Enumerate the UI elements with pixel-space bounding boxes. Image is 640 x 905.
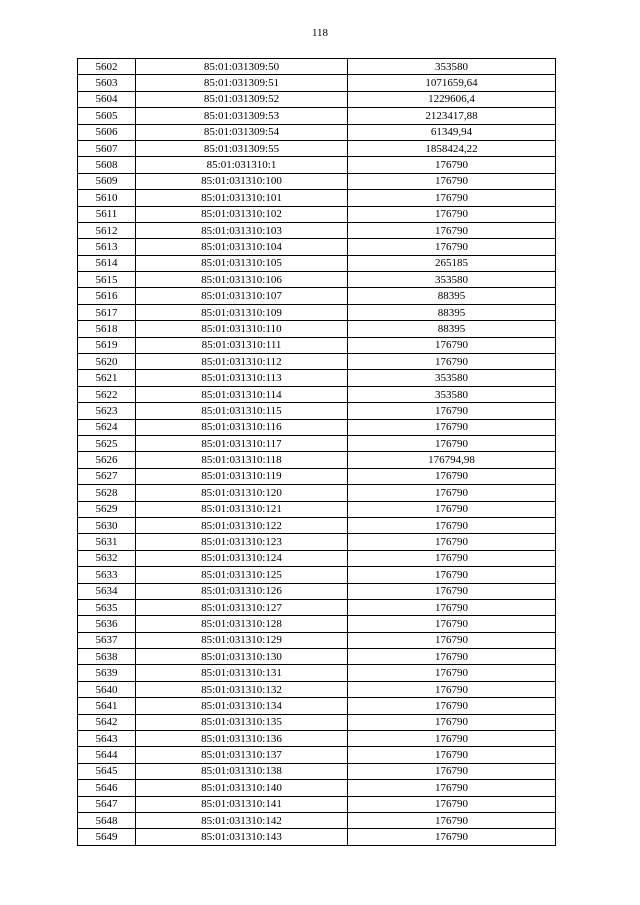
table-row (78, 337, 556, 353)
row-number-cell: 5628 (78, 485, 136, 501)
row-number-cell: 5623 (78, 403, 136, 419)
cadastral-value-cell: 176790 (348, 796, 556, 812)
row-number-cell: 5618 (78, 321, 136, 337)
cadastral-value-cell: 176790 (348, 468, 556, 484)
cadastral-value-cell: 176790 (348, 222, 556, 238)
cadastral-value-cell: 61349,94 (348, 124, 556, 140)
row-number-cell: 5602 (78, 59, 136, 75)
row-number-cell: 5629 (78, 501, 136, 517)
row-number-cell: 5610 (78, 190, 136, 206)
row-number-cell: 5614 (78, 255, 136, 271)
cadastral-number-cell: 85:01:031310:115 (136, 403, 348, 419)
row-number-cell: 5644 (78, 747, 136, 763)
cadastral-value-cell: 176790 (348, 714, 556, 730)
row-number-cell: 5630 (78, 517, 136, 533)
cadastral-value-cell: 176790 (348, 403, 556, 419)
table-row (78, 124, 556, 140)
cadastral-value-cell: 176794,98 (348, 452, 556, 468)
row-number-cell: 5619 (78, 337, 136, 353)
table-row (78, 812, 556, 828)
row-number-cell: 5609 (78, 173, 136, 189)
cadastral-value-cell: 176790 (348, 649, 556, 665)
cadastral-value-cell: 176790 (348, 829, 556, 845)
cadastral-value-cell: 176790 (348, 599, 556, 615)
row-number-cell: 5608 (78, 157, 136, 173)
table-row (78, 403, 556, 419)
cadastral-number-cell: 85:01:031310:142 (136, 812, 348, 828)
table-row (78, 452, 556, 468)
row-number-cell: 5641 (78, 698, 136, 714)
cadastral-value-cell: 2123417,88 (348, 108, 556, 124)
cadastral-value-cell: 176790 (348, 681, 556, 697)
cadastral-value-cell: 176790 (348, 517, 556, 533)
table-row (78, 91, 556, 107)
cadastral-number-cell: 85:01:031310:140 (136, 780, 348, 796)
cadastral-number-cell: 85:01:031310:1 (136, 157, 348, 173)
row-number-cell: 5624 (78, 419, 136, 435)
table-row (78, 59, 556, 75)
cadastral-value-cell: 176790 (348, 567, 556, 583)
row-number-cell: 5621 (78, 370, 136, 386)
cadastral-number-cell: 85:01:031310:117 (136, 435, 348, 451)
cadastral-number-cell: 85:01:031310:130 (136, 649, 348, 665)
cadastral-number-cell: 85:01:031310:106 (136, 272, 348, 288)
cadastral-value-cell: 265185 (348, 255, 556, 271)
row-number-cell: 5647 (78, 796, 136, 812)
table-row (78, 829, 556, 845)
table-row (78, 370, 556, 386)
table-row (78, 681, 556, 697)
table-row (78, 567, 556, 583)
cadastral-number-cell: 85:01:031310:111 (136, 337, 348, 353)
row-number-cell: 5638 (78, 649, 136, 665)
row-number-cell: 5625 (78, 435, 136, 451)
row-number-cell: 5626 (78, 452, 136, 468)
table-row (78, 173, 556, 189)
row-number-cell: 5603 (78, 75, 136, 91)
table-row (78, 763, 556, 779)
cadastral-value-cell: 176790 (348, 419, 556, 435)
cadastral-number-cell: 85:01:031310:129 (136, 632, 348, 648)
cadastral-value-cell: 176790 (348, 337, 556, 353)
row-number-cell: 5613 (78, 239, 136, 255)
cadastral-value-cell: 1229606,4 (348, 91, 556, 107)
table-row (78, 157, 556, 173)
cadastral-number-cell: 85:01:031310:103 (136, 222, 348, 238)
cadastral-value-cell: 176790 (348, 173, 556, 189)
table-row (78, 140, 556, 156)
cadastral-value-cell: 88395 (348, 321, 556, 337)
cadastral-number-cell: 85:01:031310:107 (136, 288, 348, 304)
cadastral-value-cell: 176790 (348, 780, 556, 796)
table-row (78, 108, 556, 124)
cadastral-number-cell: 85:01:031310:138 (136, 763, 348, 779)
cadastral-number-cell: 85:01:031310:124 (136, 550, 348, 566)
row-number-cell: 5634 (78, 583, 136, 599)
table-row (78, 239, 556, 255)
cadastral-number-cell: 85:01:031310:137 (136, 747, 348, 763)
cadastral-number-cell: 85:01:031310:123 (136, 534, 348, 550)
row-number-cell: 5611 (78, 206, 136, 222)
row-number-cell: 5636 (78, 616, 136, 632)
row-number-cell: 5604 (78, 91, 136, 107)
cadastral-value-cell: 176790 (348, 812, 556, 828)
table-row (78, 534, 556, 550)
table-body (78, 59, 556, 846)
cadastral-number-cell: 85:01:031310:116 (136, 419, 348, 435)
row-number-cell: 5622 (78, 386, 136, 402)
cadastral-value-cell: 176790 (348, 632, 556, 648)
cadastral-value-cell: 176790 (348, 583, 556, 599)
cadastral-number-cell: 85:01:031310:127 (136, 599, 348, 615)
row-number-cell: 5606 (78, 124, 136, 140)
table-row (78, 599, 556, 615)
cadastral-value-cell: 176790 (348, 763, 556, 779)
cadastral-value-cell: 353580 (348, 386, 556, 402)
table-row (78, 649, 556, 665)
table-row (78, 665, 556, 681)
page-number: 118 (311, 27, 329, 39)
cadastral-value-cell: 176790 (348, 747, 556, 763)
cadastral-value-cell: 176790 (348, 239, 556, 255)
table-row (78, 468, 556, 484)
table-row (78, 485, 556, 501)
cadastral-value-cell: 176790 (348, 354, 556, 370)
row-number-cell: 5627 (78, 468, 136, 484)
cadastral-number-cell: 85:01:031310:141 (136, 796, 348, 812)
table-row (78, 435, 556, 451)
cadastral-number-cell: 85:01:031310:121 (136, 501, 348, 517)
cadastral-number-cell: 85:01:031310:112 (136, 354, 348, 370)
cadastral-number-cell: 85:01:031310:131 (136, 665, 348, 681)
cadastral-value-cell: 88395 (348, 288, 556, 304)
row-number-cell: 5633 (78, 567, 136, 583)
cadastral-number-cell: 85:01:031310:128 (136, 616, 348, 632)
cadastral-value-cell: 88395 (348, 304, 556, 320)
cadastral-value-cell: 176790 (348, 435, 556, 451)
cadastral-value-table (77, 58, 556, 846)
table-row (78, 780, 556, 796)
cadastral-value-cell: 353580 (348, 272, 556, 288)
table-row (78, 75, 556, 91)
cadastral-value-cell: 176790 (348, 501, 556, 517)
cadastral-number-cell: 85:01:031310:134 (136, 698, 348, 714)
cadastral-number-cell: 85:01:031310:118 (136, 452, 348, 468)
cadastral-number-cell: 85:01:031309:53 (136, 108, 348, 124)
cadastral-number-cell: 85:01:031310:122 (136, 517, 348, 533)
table-row (78, 222, 556, 238)
cadastral-value-cell: 176790 (348, 698, 556, 714)
cadastral-value-cell: 176790 (348, 731, 556, 747)
cadastral-value-cell: 176790 (348, 157, 556, 173)
row-number-cell: 5620 (78, 354, 136, 370)
row-number-cell: 5631 (78, 534, 136, 550)
cadastral-value-cell: 176790 (348, 206, 556, 222)
cadastral-number-cell: 85:01:031310:110 (136, 321, 348, 337)
row-number-cell: 5646 (78, 780, 136, 796)
cadastral-number-cell: 85:01:031309:51 (136, 75, 348, 91)
table-row (78, 583, 556, 599)
cadastral-number-cell: 85:01:031309:50 (136, 59, 348, 75)
table-row (78, 255, 556, 271)
table-row (78, 632, 556, 648)
row-number-cell: 5617 (78, 304, 136, 320)
cadastral-number-cell: 85:01:031310:114 (136, 386, 348, 402)
row-number-cell: 5643 (78, 731, 136, 747)
table-row (78, 796, 556, 812)
row-number-cell: 5640 (78, 681, 136, 697)
table-row (78, 698, 556, 714)
table-row (78, 288, 556, 304)
table-row (78, 517, 556, 533)
cadastral-number-cell: 85:01:031310:101 (136, 190, 348, 206)
cadastral-value-cell: 176790 (348, 534, 556, 550)
cadastral-number-cell: 85:01:031310:136 (136, 731, 348, 747)
row-number-cell: 5615 (78, 272, 136, 288)
cadastral-number-cell: 85:01:031310:143 (136, 829, 348, 845)
cadastral-number-cell: 85:01:031310:126 (136, 583, 348, 599)
row-number-cell: 5645 (78, 763, 136, 779)
table-row (78, 190, 556, 206)
table-row (78, 616, 556, 632)
table-row (78, 386, 556, 402)
table-row (78, 304, 556, 320)
row-number-cell: 5639 (78, 665, 136, 681)
cadastral-number-cell: 85:01:031310:113 (136, 370, 348, 386)
table-row (78, 354, 556, 370)
cadastral-number-cell: 85:01:031310:120 (136, 485, 348, 501)
row-number-cell: 5616 (78, 288, 136, 304)
cadastral-number-cell: 85:01:031310:119 (136, 468, 348, 484)
cadastral-value-cell: 176790 (348, 550, 556, 566)
row-number-cell: 5632 (78, 550, 136, 566)
table-row (78, 714, 556, 730)
cadastral-number-cell: 85:01:031310:102 (136, 206, 348, 222)
cadastral-value-cell: 353580 (348, 370, 556, 386)
cadastral-number-cell: 85:01:031310:125 (136, 567, 348, 583)
table-row (78, 747, 556, 763)
table-row (78, 206, 556, 222)
table-row (78, 731, 556, 747)
cadastral-value-cell: 176790 (348, 190, 556, 206)
table-row (78, 550, 556, 566)
table-row (78, 272, 556, 288)
row-number-cell: 5648 (78, 812, 136, 828)
table-row (78, 501, 556, 517)
cadastral-number-cell: 85:01:031310:104 (136, 239, 348, 255)
cadastral-number-cell: 85:01:031310:105 (136, 255, 348, 271)
row-number-cell: 5642 (78, 714, 136, 730)
row-number-cell: 5605 (78, 108, 136, 124)
cadastral-number-cell: 85:01:031309:54 (136, 124, 348, 140)
row-number-cell: 5635 (78, 599, 136, 615)
cadastral-number-cell: 85:01:031310:109 (136, 304, 348, 320)
cadastral-value-cell: 176790 (348, 616, 556, 632)
row-number-cell: 5607 (78, 140, 136, 156)
cadastral-number-cell: 85:01:031310:135 (136, 714, 348, 730)
cadastral-number-cell: 85:01:031309:55 (136, 140, 348, 156)
row-number-cell: 5649 (78, 829, 136, 845)
cadastral-value-cell: 176790 (348, 665, 556, 681)
table-row (78, 419, 556, 435)
cadastral-number-cell: 85:01:031310:100 (136, 173, 348, 189)
cadastral-value-cell: 1071659,64 (348, 75, 556, 91)
cadastral-number-cell: 85:01:031310:132 (136, 681, 348, 697)
cadastral-value-cell: 176790 (348, 485, 556, 501)
cadastral-value-cell: 353580 (348, 59, 556, 75)
cadastral-number-cell: 85:01:031309:52 (136, 91, 348, 107)
table-row (78, 321, 556, 337)
row-number-cell: 5637 (78, 632, 136, 648)
row-number-cell: 5612 (78, 222, 136, 238)
cadastral-value-cell: 1858424,22 (348, 140, 556, 156)
